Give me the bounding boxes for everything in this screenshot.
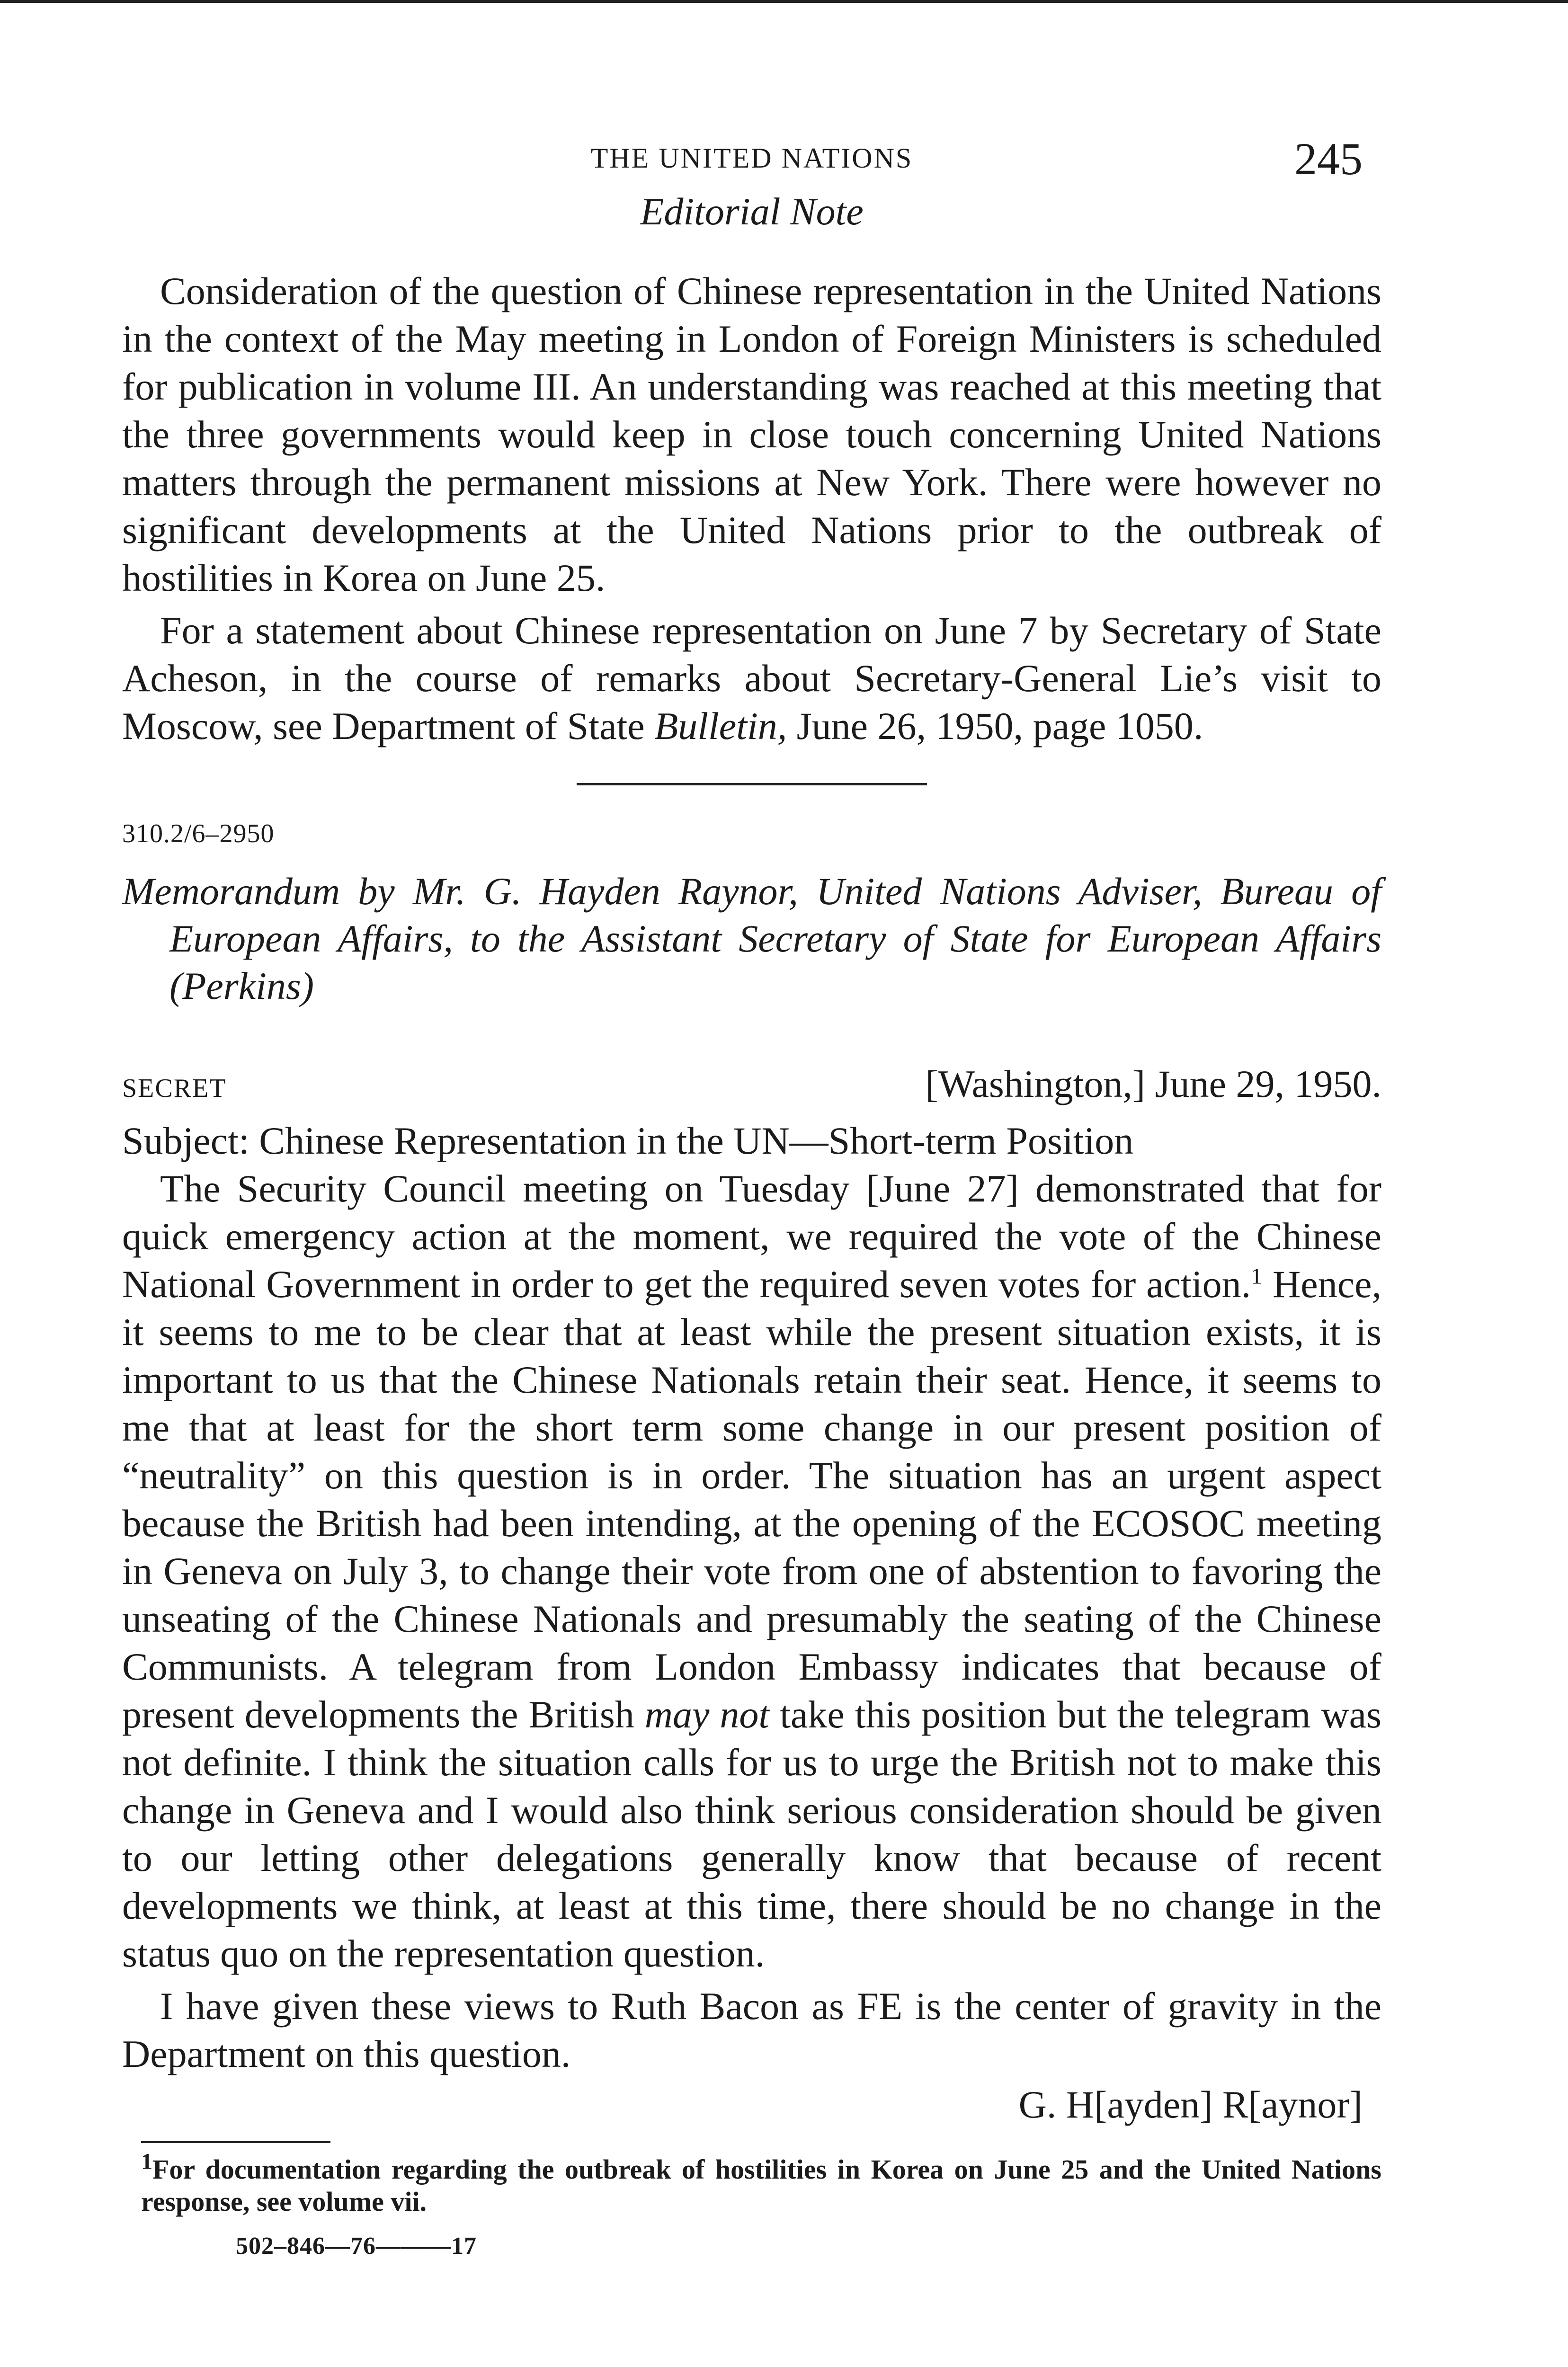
- signature: [122, 2082, 1363, 2127]
- bulletin-title: Bulletin,: [654, 704, 787, 747]
- memo-emphasis: may not: [644, 1693, 770, 1736]
- dateline-place: [Washington,]: [925, 1062, 1146, 1105]
- footnote-text: For documentation regarding the outbreak of hostilities in Korea on June 25 and the United Nations response, see volume vii.: [141, 2154, 1381, 2217]
- memo-paragraph-1-c: take this position but the telegram was not definite. I think the situation calls for us to urge the British not to make this change in Geneva and I would also think serious consideration should be given to our letting other delegations generally know that because of recent developments we think, at least at this time, there should be no change in the status quo on the representation question.: [122, 1693, 1381, 1975]
- running-title: THE UNITED NATIONS: [590, 142, 913, 174]
- running-head: [122, 128, 1381, 189]
- memo-paragraph-1-a: The Security Council meeting on Tuesday [June 27] demonstrated that for quick emergency action at the moment, we required the vote of the Chinese National Government in order to get the required seven votes for action.: [122, 1167, 1381, 1306]
- top-edge-rule: [0, 0, 1568, 3]
- editorial-paragraph-1: Consideration of the question of Chinese representation in the United Nations in the context of the May meeting in London of Foreign Ministers is scheduled for publication in volume III. An understanding was reached at this meeting that the three governments would keep in close touch concerning United Nations matters through the permanent missions at New York. There were however no significant developments at the United Nations prior to the outbreak of hostilities in Korea on June 25.: [122, 269, 1381, 599]
- memo-body: [122, 1165, 1381, 2078]
- signature-text: G. H[ayden] R[aynor]: [1018, 2083, 1363, 2126]
- memo-paragraph-1-b: Hence, it seems to me to be clear that at least while the present situation exists, it is important to us that the Chinese Nationals retain their seat. Hence, it seems to me that at least for the short term some change in our present position of “neutrality” on this question is in order. The situation has an urgent aspect because the British had been intending, at the opening of the ECOSOC meeting in Geneva on July 3, to change their vote from one of abstention to favoring the unseating of the Chinese Nationals and presumably the seating of the Chinese Communists. A telegram from London Embassy indicates that because of present developments the British: [122, 1263, 1381, 1736]
- memo-paragraph-2: I have given these views to Ruth Bacon as FE is the center of gravity in the Department on this question.: [122, 1984, 1381, 2075]
- dateline-row: [122, 1062, 1381, 1106]
- editorial-note-heading: Editorial Note: [640, 190, 864, 233]
- footnote-marker: 1: [141, 2149, 152, 2174]
- file-number: 310.2/6–2950: [122, 819, 275, 848]
- printer-mark: 502–846—76———17: [236, 2233, 477, 2260]
- page: [122, 128, 1381, 2260]
- editorial-paragraph-2-end: June 26, 1950, page 1050.: [787, 704, 1203, 747]
- classification-label: SECRET: [122, 1074, 227, 1103]
- footnote-rule: [141, 2141, 330, 2143]
- editorial-paragraph-2: [122, 606, 1381, 750]
- memo-heading: Memorandum by Mr. G. Hayden Raynor, United Nations Adviser, Bureau of European Affairs, to the Assistant Secretary of State for European Affairs (Perkins): [122, 870, 1381, 1007]
- dateline: [925, 1062, 1381, 1106]
- page-number: 245: [1294, 133, 1363, 184]
- memo-paragraph-1: [122, 1165, 1381, 1977]
- editorial-paragraph-2-text: For a statement about Chinese representation on June 7 by Secretary of State Acheson, in the course of remarks about Secretary-General Lie’s visit to Moscow, see Department of State: [122, 609, 1381, 747]
- dateline-date: June 29, 1950.: [1155, 1062, 1381, 1105]
- footnote-reference: 1: [1251, 1264, 1263, 1289]
- subject-line: Subject: Chinese Representation in the UN—Short-term Position: [122, 1119, 1134, 1162]
- footnote: [122, 2149, 1381, 2218]
- section-divider: [577, 783, 927, 785]
